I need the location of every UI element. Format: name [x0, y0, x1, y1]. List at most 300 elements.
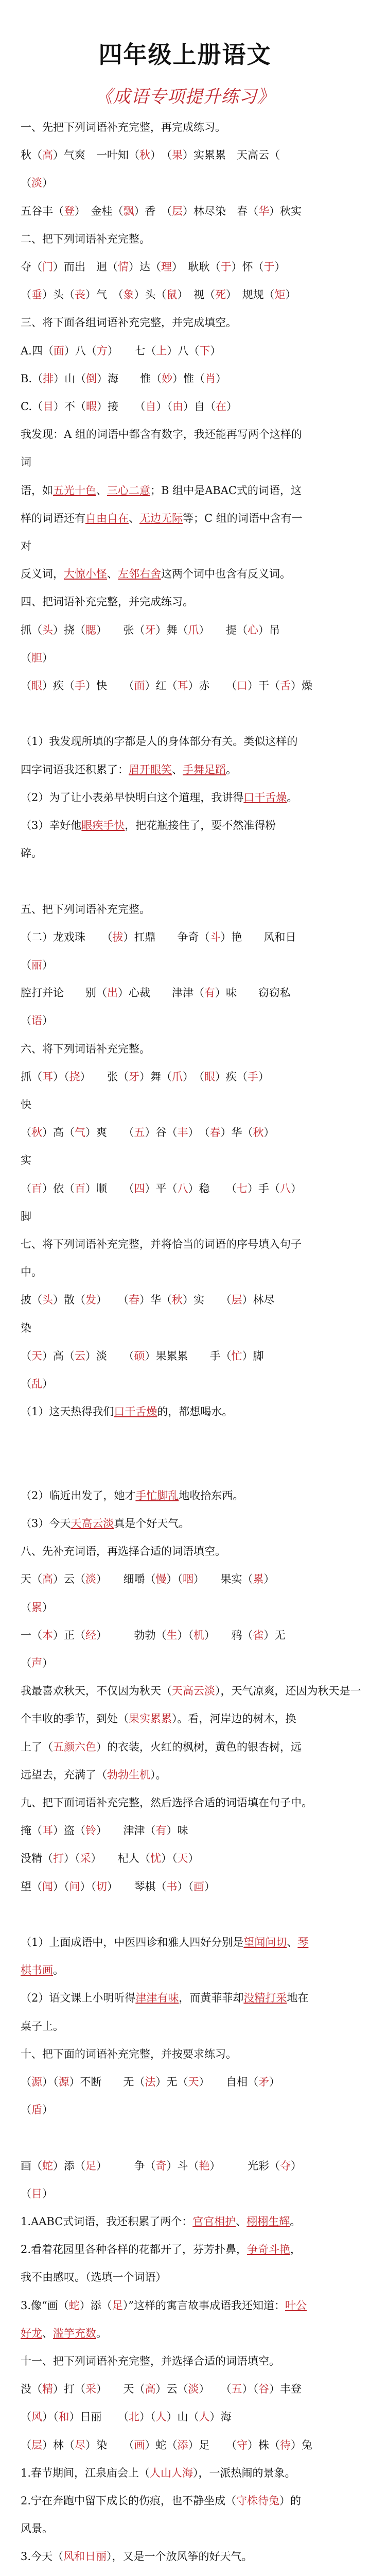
question-text: ）云（ — [155, 2383, 188, 2396]
underlined-answer: 眼疾手快 — [81, 819, 125, 832]
answer-text: 蛇 — [42, 2159, 53, 2172]
question-text: ） 琴棋（ — [107, 1880, 167, 1893]
answer-text: 在 — [216, 400, 226, 413]
question-text: 八、先补充词语，再选择合适的词语填空。 — [21, 1545, 226, 1558]
answer-text: 高 — [42, 149, 53, 162]
question-text: ）顺 （ — [85, 1182, 134, 1195]
text-line — [21, 566, 350, 582]
question-text: ） — [216, 372, 227, 385]
question-text: ）足 （ — [188, 2438, 237, 2451]
question-text: ）山（ — [54, 372, 86, 385]
question-text: ） 七（ — [107, 344, 156, 357]
answer-text: 有 — [204, 987, 215, 999]
answer-text: 盾 — [31, 2104, 42, 2116]
text-line — [21, 1209, 350, 1224]
text-line — [21, 622, 350, 638]
answer-text: 肖 — [205, 372, 216, 385]
question-text: ）艳 风和日 — [220, 930, 296, 943]
question-text: ）果累累 手（ — [145, 1349, 232, 1362]
question-text: ）惟（ — [172, 372, 205, 385]
answer-text: 拔 — [112, 930, 124, 943]
question-text: ） 光彩（ — [209, 2159, 280, 2172]
question-text: ）林尽 — [242, 1294, 275, 1307]
text-line — [21, 902, 350, 917]
question-text: ）怀（ — [231, 261, 264, 273]
text-line — [21, 147, 350, 163]
question-text: ）海 — [209, 2411, 232, 2424]
answer-text: 丽 — [31, 959, 42, 971]
question-text: 三、将下面各组词语补充完整，并完成填空。 — [21, 316, 237, 329]
question-text: 秋（ — [21, 149, 42, 162]
question-text: 染 — [21, 1321, 31, 1334]
underlined-answer: 津津有味 — [135, 1992, 179, 2005]
answer-text: 夺 — [280, 2159, 291, 2172]
question-text: （ — [21, 2411, 31, 2424]
answer-text: 风 — [31, 2411, 42, 2424]
answer-text: 春 — [209, 1126, 221, 1139]
underlined-answer: 左邻右舍 — [118, 568, 161, 581]
question-text: 脚 — [21, 1210, 31, 1223]
question-text: 五谷丰（ — [21, 205, 64, 217]
underlined-answer: 五光十色 — [53, 484, 96, 497]
question-text: 夺（ — [21, 261, 42, 273]
question-text: ，把花瓶接住了，要不然准得粉 — [125, 819, 276, 832]
question-text: ） — [42, 177, 53, 190]
question-text: 掩（ — [21, 1824, 42, 1837]
answer-text: 机 — [193, 1629, 204, 1641]
underlined-answer: 争奇斗艳 — [247, 2243, 291, 2256]
question-text: ）丰登 — [269, 2383, 302, 2396]
question-text: 等；C 组的词语中含有一 — [183, 512, 303, 524]
question-text: （ — [21, 2438, 31, 2451]
text-line — [21, 957, 350, 973]
text-line — [21, 1739, 350, 1755]
answer-text: 耳 — [42, 1070, 53, 1083]
answer-text: 口 — [237, 680, 248, 692]
question-text: ）打（ — [53, 2383, 85, 2396]
answer-text: 乱 — [31, 1378, 42, 1390]
text-line — [21, 454, 350, 470]
text-line — [21, 1879, 350, 1894]
answer-text: 奇 — [155, 2159, 167, 2172]
text-line — [21, 1376, 350, 1392]
question-text: 。 — [96, 2327, 107, 2340]
answer-text: 五颜六色 — [53, 1740, 96, 1753]
answer-text: 铃 — [85, 1824, 96, 1837]
text-line — [21, 1795, 350, 1810]
answer-text: 自 — [145, 400, 156, 413]
question-text: 、 — [107, 568, 118, 581]
question-text: 桌子上。 — [21, 2020, 64, 2032]
text-line — [21, 734, 350, 749]
question-text: ）染 （ — [85, 2438, 134, 2451]
answer-text: 累 — [31, 1601, 42, 1614]
answer-text: 爪 — [172, 1070, 183, 1083]
question-text: ） — [269, 2076, 280, 2088]
question-text: ）。 — [150, 1768, 167, 1781]
text-line — [21, 1571, 350, 1587]
answer-text: 艳 — [199, 2159, 210, 2172]
underlined-answer: 眉开眼笑 — [129, 763, 172, 776]
question-text: ）八（ — [64, 344, 97, 357]
question-text: （1）上面成语中，中医四诊和雅人四好分别是 — [21, 1936, 244, 1948]
answer-text: 忙 — [231, 1349, 242, 1362]
answer-text: 斗 — [209, 930, 221, 943]
question-text: ） — [263, 1573, 275, 1586]
question-text: 披（ — [21, 1294, 42, 1307]
answer-text: 四 — [134, 1182, 145, 1195]
question-text: （ — [21, 2187, 31, 2200]
underlined-answer: 棋书画 — [21, 1964, 53, 1977]
text-line — [21, 120, 350, 135]
question-text: ）（ — [139, 2411, 156, 2424]
text-line — [21, 483, 350, 498]
answer-text: 有 — [155, 1824, 167, 1837]
answer-text: 硕 — [134, 1349, 145, 1362]
question-text: ）（ — [53, 1070, 69, 1083]
question-text: ）无（ — [155, 2076, 188, 2088]
underlined-answer: 天高云淡 — [71, 1517, 114, 1530]
question-text: A.四（ — [21, 344, 54, 357]
text-line — [21, 1516, 350, 1531]
answer-text: 秋 — [253, 1126, 264, 1139]
question-text: 这两个词中也含有反义词。 — [161, 568, 291, 581]
text-line — [21, 2465, 350, 2481]
question-text: ）疾（ — [215, 1070, 248, 1083]
underlined-answer: 手忙脚乱 — [135, 1489, 179, 1502]
question-text: ）高（ — [42, 1126, 75, 1139]
question-text: ）疾（ — [42, 680, 75, 692]
question-text: ） （ — [188, 1126, 210, 1139]
underlined-answer: 口干舌燥 — [114, 1405, 157, 1418]
question-text: ）吊 — [258, 623, 280, 636]
text-line — [21, 1097, 350, 1112]
text-line — [21, 1935, 350, 1950]
text-line — [21, 1488, 350, 1503]
question-text: 的，都想喝水。 — [157, 1405, 233, 1418]
text-line — [21, 985, 350, 1001]
question-text: ）头（ — [134, 289, 167, 301]
question-text: （1）我发现所填的字都是人的身体部分有关。类似这样的 — [21, 735, 298, 748]
question-text: ） 果实（ — [193, 1573, 253, 1586]
question-text: ）林尽染 春（ — [183, 205, 258, 217]
answer-text: 切 — [96, 1880, 107, 1893]
answer-text: 精 — [42, 2383, 53, 2396]
question-text: 七、将下列词语补充完整，并将恰当的词语的序号填入句子 — [21, 1238, 302, 1250]
question-text: ） — [42, 1014, 53, 1027]
answer-text: 死 — [215, 289, 226, 301]
question-text: ） — [42, 651, 53, 664]
question-text: ） 视（ — [177, 289, 215, 301]
text-line — [21, 1153, 350, 1168]
answer-text: 秋 — [139, 149, 150, 162]
question-text: ） — [42, 2104, 53, 2116]
answer-text: 打 — [53, 1852, 64, 1865]
question-text: ） 天（ — [96, 2383, 145, 2396]
question-text: ） — [42, 959, 53, 971]
answer-text: 于 — [220, 261, 232, 273]
question-text: （ — [21, 1014, 31, 1027]
question-text: ）（ — [156, 400, 172, 413]
question-text: ）赤 （ — [188, 680, 237, 692]
answer-text: 风和日丽 — [63, 2550, 107, 2563]
answer-text: 暇 — [86, 400, 97, 413]
answer-text: 勃勃生机 — [107, 1768, 150, 1781]
question-text: （ — [21, 1349, 31, 1362]
text-line — [21, 845, 350, 861]
answer-text: 象 — [123, 289, 134, 301]
question-text: B.（ — [21, 372, 43, 385]
answer-text: 忧 — [150, 1852, 161, 1865]
answer-text: 五 — [231, 2383, 242, 2396]
text-line — [21, 511, 350, 526]
question-text: ）林（ — [42, 2438, 75, 2451]
question-text: （3）今天 — [21, 1517, 71, 1530]
question-text: ）而出 迥（ — [53, 261, 118, 273]
question-text: ）无 — [263, 1629, 286, 1641]
page-subtitle: 《成语专项提升练习》 — [95, 87, 275, 107]
answer-text: 手 — [248, 1070, 258, 1083]
question-text: ）干（ — [248, 680, 280, 692]
answer-text: 飘 — [123, 205, 134, 217]
question-text: ） — [42, 1657, 53, 1669]
text-line — [21, 650, 350, 666]
question-text: ），一派热闹的景象。 — [193, 2466, 296, 2479]
answer-text: 手 — [75, 680, 85, 692]
question-text: ） 细嚼（ — [96, 1573, 156, 1586]
text-line — [21, 594, 350, 609]
answer-text: 八 — [177, 1182, 188, 1195]
answer-text: 足 — [112, 2299, 123, 2312]
answer-text: 源 — [31, 2076, 42, 2088]
answer-text: 面 — [53, 344, 64, 357]
question-text: ）脚 — [242, 1349, 264, 1362]
question-text: 九、把下面词语补充完整，然后选择合适的词语填在句子中。 — [21, 1797, 312, 1809]
text-line — [21, 343, 350, 359]
question-text: 四字词语我还积累了： — [21, 763, 129, 776]
answer-text: 北 — [129, 2411, 139, 2424]
question-text: ）日丽 （ — [69, 2411, 129, 2424]
question-text: ）气爽 一叶知（ — [53, 149, 139, 162]
answer-text: 上 — [156, 344, 167, 357]
question-text: 2.宁在奔跑中留下成长的伤痕，也不静坐成（ — [21, 2495, 237, 2507]
underlined-answer: 栩栩生辉 — [246, 2215, 290, 2228]
question-text: ） — [210, 344, 221, 357]
question-text: ）（ — [161, 1852, 178, 1865]
question-text: 实 — [21, 1154, 31, 1167]
answer-text: 淡 — [85, 1573, 96, 1586]
answer-text: 眼 — [31, 680, 42, 692]
text-line — [21, 1264, 350, 1280]
answer-text: 排 — [43, 372, 54, 385]
question-text: ） — [204, 1880, 215, 1893]
question-text: ）挠（ — [53, 623, 85, 636]
question-text: （3）幸好他 — [21, 819, 82, 832]
answer-text: 理 — [161, 261, 172, 273]
question-text: 1.春节期间，江泉庙会上（ — [21, 2466, 150, 2479]
text-line — [21, 2493, 350, 2509]
question-text: 我不由感叹。（选填一个词语） — [21, 2271, 167, 2284]
text-line — [21, 1600, 350, 1615]
underlined-answer: 滥竽充数 — [53, 2327, 96, 2340]
answer-text: 问 — [69, 1880, 80, 1893]
answer-text: 添 — [177, 2438, 188, 2451]
answer-text: 雀 — [253, 1629, 264, 1641]
question-text: ） 津津（ — [96, 1824, 156, 1837]
question-text: （2）语文课上小明听得 — [21, 1992, 136, 2005]
text-line — [21, 2019, 350, 2034]
question-text: 腔打并论 别（ — [21, 987, 107, 999]
question-text: ） 张（ — [80, 1070, 129, 1083]
question-text: 五、把下列词语补充完整。 — [21, 903, 150, 916]
text-line — [21, 1544, 350, 1559]
answer-text: 淡 — [31, 177, 42, 190]
question-text: ）（ — [64, 1852, 80, 1865]
underlined-answer: 自由自在 — [85, 512, 129, 524]
question-text: 。 — [287, 791, 298, 804]
question-text: 3.像“画（ — [21, 2299, 69, 2312]
question-text: 六、将下列词语补充完整。 — [21, 1042, 150, 1055]
question-text: ）（ — [177, 1880, 193, 1893]
question-text: （ — [21, 680, 31, 692]
question-text: ） — [188, 1852, 199, 1865]
answer-text: 和 — [58, 2411, 69, 2424]
question-text: 一、先把下列词语补充完整，再完成练习。 — [21, 121, 226, 133]
answer-text: 七 — [237, 1182, 248, 1195]
question-text: 十一、把下列词语补充完整，并选择合适的词语填空。 — [21, 2355, 280, 2367]
answer-text: 蛇 — [68, 2299, 80, 2312]
text-line — [21, 231, 350, 247]
answer-text: 人 — [155, 2411, 167, 2424]
answer-text: 尽 — [75, 2438, 85, 2451]
answer-text: 耳 — [177, 680, 188, 692]
underlined-answer: 无边无际 — [139, 512, 183, 524]
text-line — [21, 1990, 350, 2006]
text-line — [21, 790, 350, 805]
question-text: ，而黄菲菲却 — [179, 1992, 244, 2005]
question-text: 、 — [236, 2215, 247, 2228]
text-line — [21, 1125, 350, 1140]
answer-text: 头 — [42, 1294, 53, 1307]
text-line — [21, 2102, 350, 2117]
answer-text: 倒 — [86, 372, 97, 385]
underlined-answer: 手舞足蹈 — [183, 763, 226, 776]
answer-text: 待 — [280, 2438, 291, 2451]
answer-text: 生 — [166, 1629, 178, 1641]
text-line — [21, 1962, 350, 1978]
answer-text: 天高云淡 — [172, 1685, 215, 1698]
question-text: 没（ — [21, 2383, 42, 2396]
answer-text: 咽 — [183, 1573, 193, 1586]
question-text: ）不（ — [54, 400, 86, 413]
answer-text: 云 — [75, 1349, 85, 1362]
text-line — [21, 1851, 350, 1866]
question-text: 对 — [21, 540, 31, 552]
question-text: ） 张（ — [96, 623, 145, 636]
question-text: ）盗（ — [53, 1824, 85, 1837]
question-text: （ — [21, 1657, 31, 1669]
answer-text: 百 — [31, 1182, 42, 1195]
answer-text: 本 — [42, 1629, 53, 1641]
question-text: 上了（ — [21, 1740, 53, 1753]
answer-text: 高 — [145, 2383, 156, 2396]
question-text: ）味 窃窃私 — [215, 987, 291, 999]
question-text: ）斗（ — [166, 2159, 199, 2172]
text-line — [21, 427, 350, 442]
question-text: （ — [21, 2104, 31, 2116]
question-text: 四、把词语补充完整，并完成练习。 — [21, 596, 193, 608]
answer-text: 下 — [199, 344, 210, 357]
question-text: ）高（ — [42, 1349, 75, 1362]
question-text: ）的 — [279, 2495, 302, 2507]
question-text: 风景。 — [21, 2522, 53, 2535]
question-text: 一（ — [21, 1629, 42, 1641]
question-text: ） 金桂（ — [75, 205, 124, 217]
text-line — [21, 287, 350, 302]
text-line — [21, 1767, 350, 1783]
text-line — [21, 2549, 350, 2564]
question-text: ）依（ — [42, 1182, 75, 1195]
page-title: 四年级上册语文 — [98, 41, 272, 69]
question-text: 我最喜欢秋天，不仅因为秋天（ — [21, 1685, 172, 1698]
text-line — [21, 204, 350, 219]
question-text: ）华（ — [220, 1126, 253, 1139]
question-text: ）云（ — [53, 1573, 85, 1586]
text-line — [21, 1320, 350, 1336]
answer-text: 登 — [64, 205, 75, 217]
text-line — [21, 2269, 350, 2285]
question-text: ）兔 — [291, 2438, 312, 2451]
text-line — [21, 2326, 350, 2341]
question-text: （ — [21, 177, 31, 190]
answer-text: 闻 — [42, 1880, 53, 1893]
answer-text: 守株待兔 — [236, 2495, 280, 2507]
answer-text: 丧 — [75, 289, 85, 301]
question-text: 语，如 — [21, 484, 53, 497]
text-line — [21, 1348, 350, 1364]
answer-text: 鼠 — [166, 289, 178, 301]
question-text: ）谷（ — [145, 1126, 178, 1139]
underlined-answer: 好龙 — [21, 2327, 42, 2340]
question-text: ） — [42, 1378, 53, 1390]
answer-text: 情 — [118, 261, 129, 273]
question-text: ）达（ — [129, 261, 161, 273]
question-text: 望（ — [21, 1880, 42, 1893]
question-text: ）八（ — [167, 344, 200, 357]
question-text: ）香 （ — [134, 205, 172, 217]
question-text: ）平（ — [145, 1182, 178, 1195]
text-line — [21, 2381, 350, 2397]
question-text: 地在 — [287, 1992, 309, 2005]
question-text: ）添（ — [53, 2159, 85, 2172]
answer-text: 人 — [199, 2411, 210, 2424]
question-text: ）（ — [177, 1629, 193, 1641]
question-text: ）正（ — [53, 1629, 85, 1641]
text-line — [21, 678, 350, 693]
question-text: ）舞（ — [155, 623, 188, 636]
question-text: （ — [21, 1182, 31, 1195]
answer-text: 舌 — [280, 680, 291, 692]
question-text: ） 勃勃（ — [96, 1629, 167, 1641]
answer-text: 百 — [75, 1182, 85, 1195]
question-text: 快 — [21, 1098, 31, 1111]
question-text: ）爽 （ — [85, 1126, 134, 1139]
question-text: ）红（ — [145, 680, 178, 692]
question-text: （ — [21, 2076, 31, 2088]
answer-text: 妙 — [162, 372, 173, 385]
text-line — [21, 2046, 350, 2062]
answer-text: 源 — [58, 2076, 69, 2088]
